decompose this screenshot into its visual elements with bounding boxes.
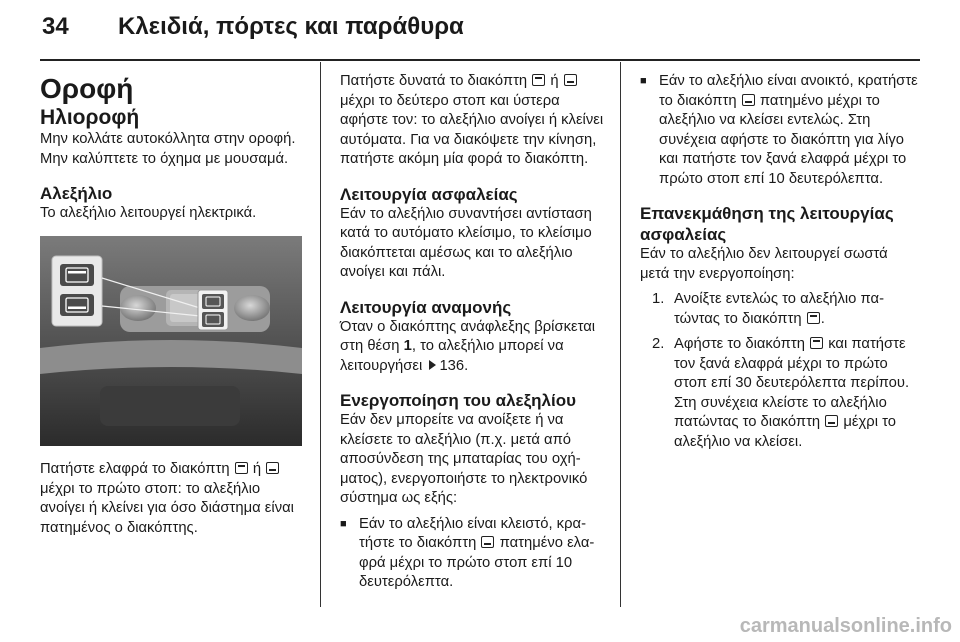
column-divider-1 — [320, 62, 321, 607]
paragraph-electric: Το αλεξήλιο λειτουργεί ηλεκτρικά. — [40, 205, 257, 221]
paragraph-safety-function: Εάν το αλεξήλιο συναντήσει αντίσταση κατά το αυτόματο κλείσιμο, το κλείσιμο διακόπτεται αμέσως και το αλεξήλιο ανοίγει και πάλι. — [340, 205, 592, 280]
paragraph-activation: Εάν δεν μπορείτε να ανοίξετε ή να κλείσετε το αλεξήλιο (π.χ. μετά από αποσύνδεση της μπαταρίας του οχήματος), ενεργοποιήστε το ηλεκτρονικό σύστημα ως εξής: — [340, 412, 588, 506]
heading-sunroof: Ηλιοροφή — [40, 106, 140, 129]
page-reference-arrow-icon — [429, 360, 436, 370]
paragraph-standby-function: Όταν ο διακόπτης ανάφλεξης βρίσκεται στη θέση 1, το αλεξήλιο μπορεί να λειτουργήσει 136. — [340, 318, 596, 374]
paragraph-sunroof-intro: Μην κολλάτε αυτοκόλλητα στην οροφή. Μην καλύπτετε το όχημα με μουσαμά. — [40, 131, 296, 167]
heading-standby-function: Λειτουργία αναμονής — [340, 297, 512, 317]
sunshade-close-switch-icon — [742, 94, 755, 106]
chapter-title: Κλειδιά, πόρτες και παράθυρα — [118, 13, 464, 40]
bullet-open: ■ Εάν το αλεξήλιο είναι ανοικτό, κρατήστε το διακόπτη πατημένο μέχρι το αλεξήλιο να κλείσει εντελώς. Στη συνέχεια αφήστε το διακόπτη για λίγο και πατήστε τον ξανά ελαφρά μέχρι το πρώτο στοπ επί 10 δευτερόλεπτα. — [640, 72, 920, 189]
heading-safety-function: Λειτουργία ασφαλείας — [340, 184, 518, 204]
step-2: 2. Αφήστε το διακόπτη και πατήστε τον ξανά ελαφρά μέχρι το πρώτο στοπ επί 30 δευτερόλεπτα περίπου. Στη συνέχεια κλείστε το αλεξήλιο πατώντας το διακόπτη μέχρι το αλεξήλιο να κλείσει. — [652, 336, 910, 450]
sunshade-close-switch-icon — [266, 462, 279, 474]
header-rule — [40, 59, 920, 61]
step-1: 1. Ανοίξτε εντελώς το αλεξήλιο πατώντας το διακόπτη . — [652, 291, 884, 327]
watermark: carmanualsonline.info — [739, 615, 952, 637]
page-number: 34 — [42, 13, 69, 40]
column-1 — [40, 72, 304, 538]
column-2 — [340, 72, 604, 593]
sunshade-open-switch-icon — [532, 74, 545, 86]
sunshade-open-switch-icon — [810, 337, 823, 349]
column-divider-2 — [620, 62, 621, 607]
heading-sunshade: Αλεξήλιο — [40, 184, 113, 203]
heading-relearn-safety: Επανεκμάθηση της λειτουργίας ασφαλείας — [640, 204, 894, 244]
paragraph-light-press: Πατήστε ελαφρά το διακόπτη ή μέχρι το πρώτο στοπ: το αλεξήλιο ανοίγει ή κλείνει για όσο διάστημα είναι πατημένος ο διακόπτης. — [40, 461, 294, 536]
sunshade-close-switch-icon — [564, 74, 577, 86]
sunroof-switch-figure — [40, 236, 302, 446]
bullet-closed: ■ Εάν το αλεξήλιο είναι κλειστό, κρατήστε το διακόπτη πατημένο ελαφρά μέχρι το πρώτο στοπ επί 10 δευτερόλεπτα. — [340, 515, 604, 593]
paragraph-relearn-intro: Εάν το αλεξήλιο δεν λειτουργεί σωστά μετά την ενεργοποίηση: — [640, 246, 888, 282]
sunshade-close-switch-icon — [481, 536, 494, 548]
page-header — [0, 0, 960, 60]
column-3 — [640, 72, 920, 452]
heading-activation: Ενεργοποίηση του αλεξηλίου — [340, 391, 577, 410]
sunshade-open-switch-icon — [807, 312, 820, 324]
sunshade-open-switch-icon — [235, 462, 248, 474]
sunshade-close-switch-icon — [825, 415, 838, 427]
section-heading-roof: Οροφή — [40, 73, 134, 104]
paragraph-firm-press: Πατήστε δυνατά το διακόπτη ή μέχρι το δεύτερο στοπ και ύστερα αφήστε τον: το αλεξήλιο ανοίγει ή κλείνει αυτόματα. Για να διακόψετε την κίνηση, πατήστε ακόμη μία φορά το διακόπτη. — [340, 73, 604, 167]
